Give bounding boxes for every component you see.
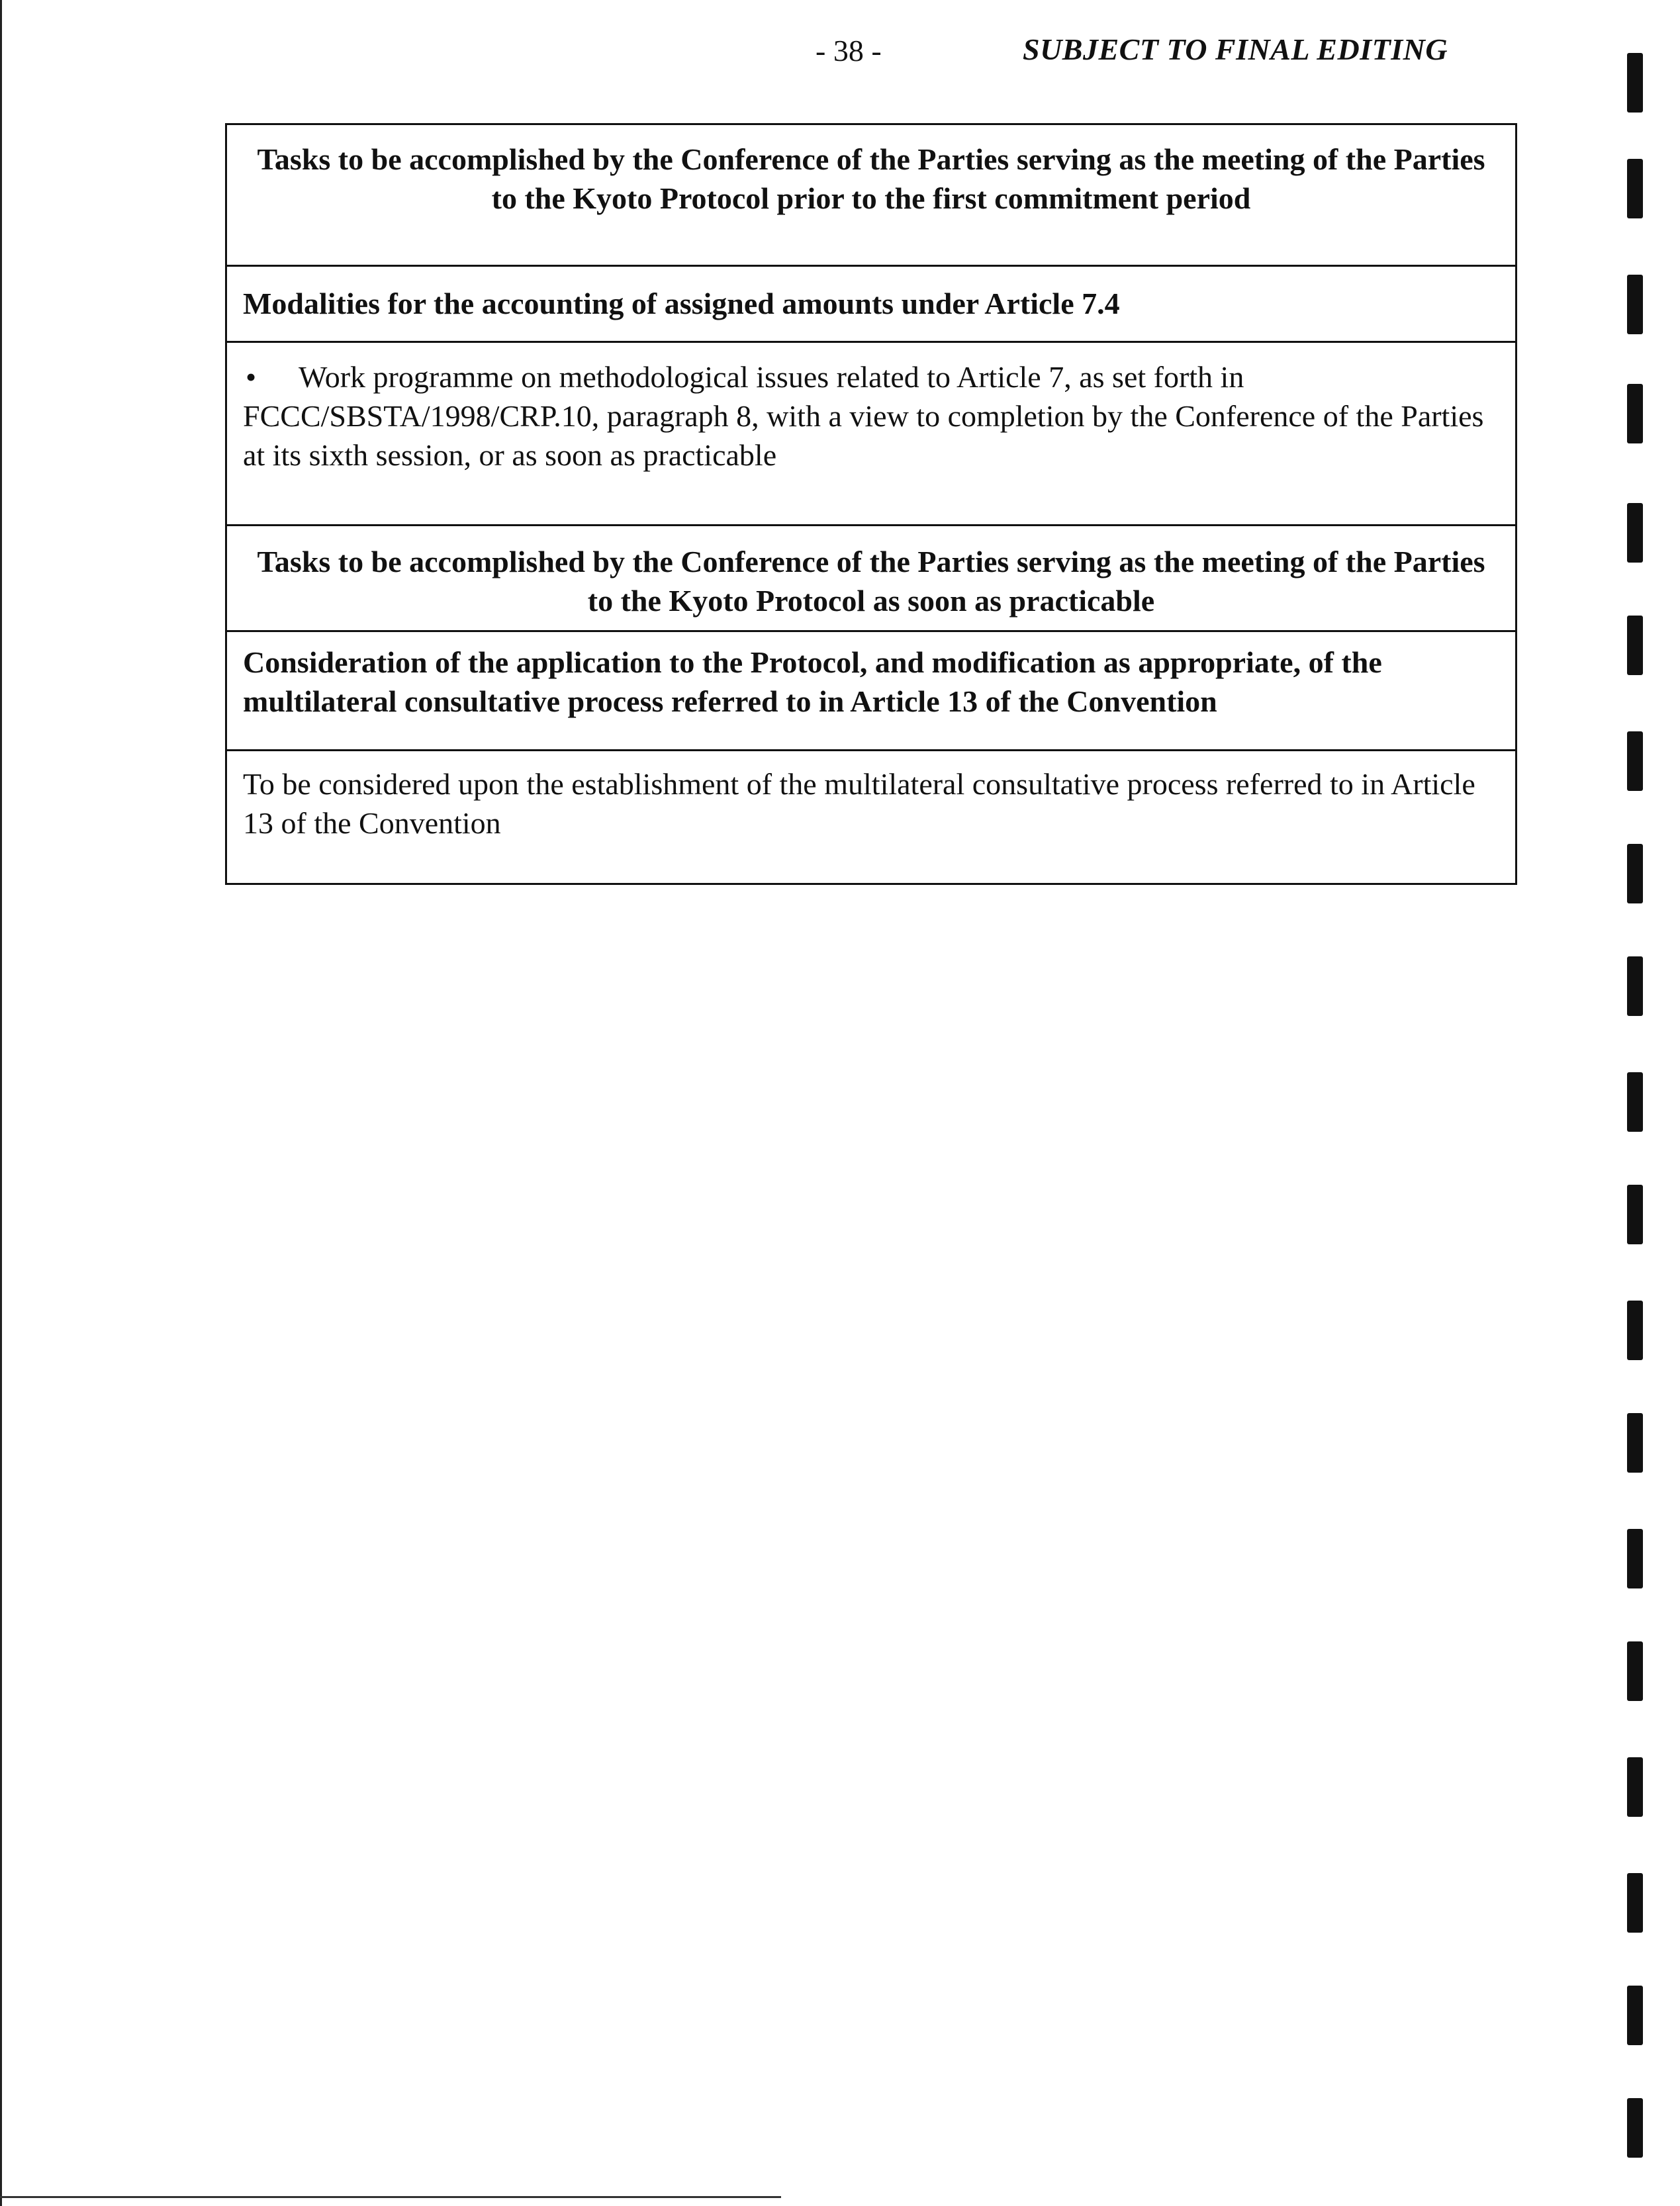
bullet: • — [246, 360, 257, 394]
binding-hole — [1627, 1529, 1643, 1588]
consultative-note: To be considered upon the establishment of the multilateral consultative process referred to in Article 13 of the Convention — [243, 767, 1475, 840]
binding-hole — [1627, 616, 1643, 675]
scan-left-edge — [0, 0, 2, 2206]
binding-hole — [1627, 1641, 1643, 1701]
scan-bottom-line — [0, 2196, 781, 2198]
section-heading-prior: Tasks to be accomplished by the Conference of the Parties serving as the meeting of the Parties to the Kyoto Protocol prior to the first commitment period — [227, 125, 1515, 267]
binding-holes — [1615, 0, 1655, 2206]
binding-hole — [1627, 1986, 1643, 2045]
subheading-consultative: Consideration of the application to the Protocol, and modification as appropriate, of the multilateral consultative process referred to in Article 13 of the Convention — [227, 632, 1515, 751]
binding-hole — [1627, 1757, 1643, 1817]
page-number: - 38 - — [816, 34, 882, 68]
binding-hole — [1627, 1072, 1643, 1132]
binding-hole — [1627, 1301, 1643, 1360]
binding-hole — [1627, 503, 1643, 563]
section-heading-asap: Tasks to be accomplished by the Conference of the Parties serving as the meeting of the Parties to the Kyoto Protocol as soon as practicable — [227, 526, 1515, 632]
binding-hole — [1627, 1873, 1643, 1933]
binding-hole — [1627, 731, 1643, 791]
binding-hole — [1627, 384, 1643, 443]
work-programme-item — [227, 343, 1515, 526]
binding-hole — [1627, 159, 1643, 218]
binding-hole — [1627, 53, 1643, 113]
binding-hole — [1627, 844, 1643, 903]
subheading-accounting: Modalities for the accounting of assigned amounts under Article 7.4 — [227, 267, 1515, 343]
binding-hole — [1627, 1413, 1643, 1473]
binding-hole — [1627, 956, 1643, 1016]
work-programme-text: Work programme on methodological issues related to Article 7, as set forth in FCCC/SBSTA/1998/CRP.10, paragraph 8, with a view to completion by the Conference of the Parties at its sixth session, or as soon as practicable — [243, 360, 1484, 472]
header-note: SUBJECT TO FINAL EDITING — [1023, 32, 1448, 66]
binding-hole — [1627, 275, 1643, 334]
binding-hole — [1627, 2098, 1643, 2158]
binding-hole — [1627, 1185, 1643, 1244]
tasks-table — [225, 123, 1517, 885]
